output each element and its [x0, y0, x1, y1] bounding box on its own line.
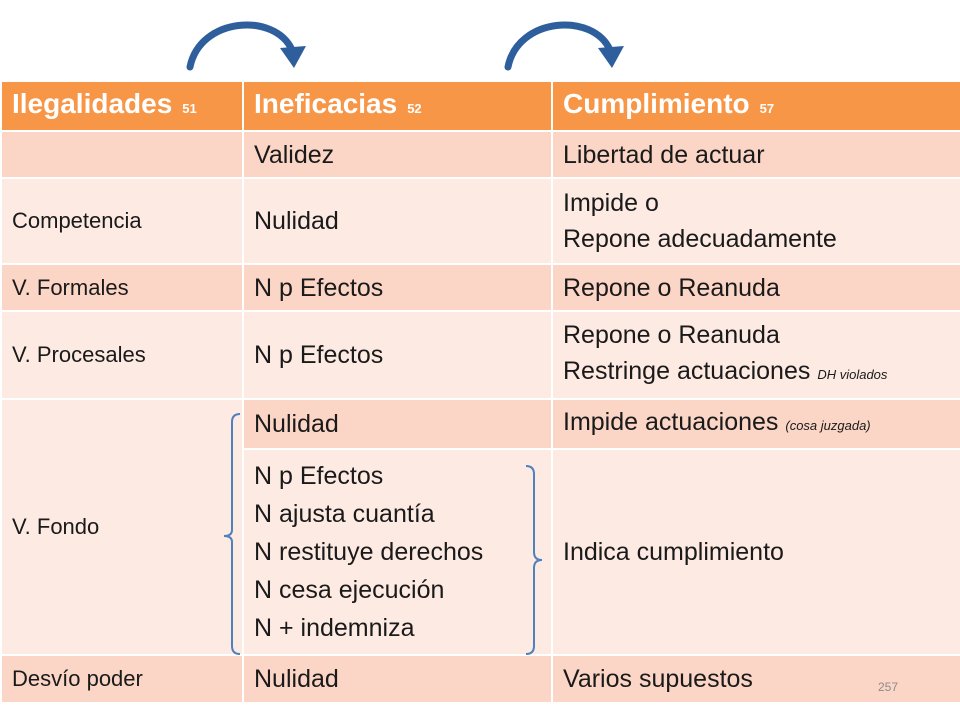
cell-nulidad: Nulidad: [243, 178, 552, 264]
cell-competencia: Competencia: [1, 178, 243, 264]
cell-libertad: Libertad de actuar: [552, 131, 960, 178]
cell-repone-reanuda: Repone o Reanuda: [552, 264, 960, 311]
page-number: 257: [878, 680, 899, 694]
table-row: [1, 399, 960, 449]
cell-v-procesales: V. Procesales: [1, 311, 243, 399]
cell-impide-repone: Impide o Repone adecuadamente: [552, 178, 960, 264]
cell-nulidad-3: Nulidad: [243, 655, 552, 703]
cell-nulidad-2: Nulidad: [243, 399, 552, 449]
cell-v-fondo: V. Fondo: [1, 399, 243, 655]
cell-np-efectos-2: N p Efectos: [243, 311, 552, 399]
cell-empty: [1, 131, 243, 178]
cell-np-efectos: N p Efectos: [243, 264, 552, 311]
cell-repone-restringe: Repone o Reanuda Restringe actuaciones DH violados: [552, 311, 960, 399]
table-row: [1, 655, 960, 703]
cell-v-formales: V. Formales: [1, 264, 243, 311]
header-row: [1, 81, 960, 131]
cell-varios-supuestos: Varios supuestos: [552, 655, 960, 703]
table-row: [1, 178, 960, 264]
header-ineficacias: Ineficacias 52: [243, 81, 552, 131]
comparison-table: [0, 80, 960, 704]
table-row: [1, 264, 960, 311]
header-ilegalidades: Ilegalidades 51: [1, 81, 243, 131]
table-row: [1, 311, 960, 399]
cell-validez: Validez: [243, 131, 552, 178]
cell-desvio-poder: Desvío poder: [1, 655, 243, 703]
curved-arrow-icon-2: [498, 12, 628, 72]
cell-efectos-list: N p Efectos N ajusta cuantía N restituye derechos N cesa ejecución N + indemniza: [243, 449, 552, 655]
cell-impide-actuaciones: Impide actuaciones (cosa juzgada): [552, 399, 960, 449]
curved-arrow-icon-1: [180, 12, 310, 72]
cell-indica-cumplimiento: Indica cumplimiento: [552, 449, 960, 655]
header-cumplimiento: Cumplimiento 57: [552, 81, 960, 131]
table-row: [1, 131, 960, 178]
